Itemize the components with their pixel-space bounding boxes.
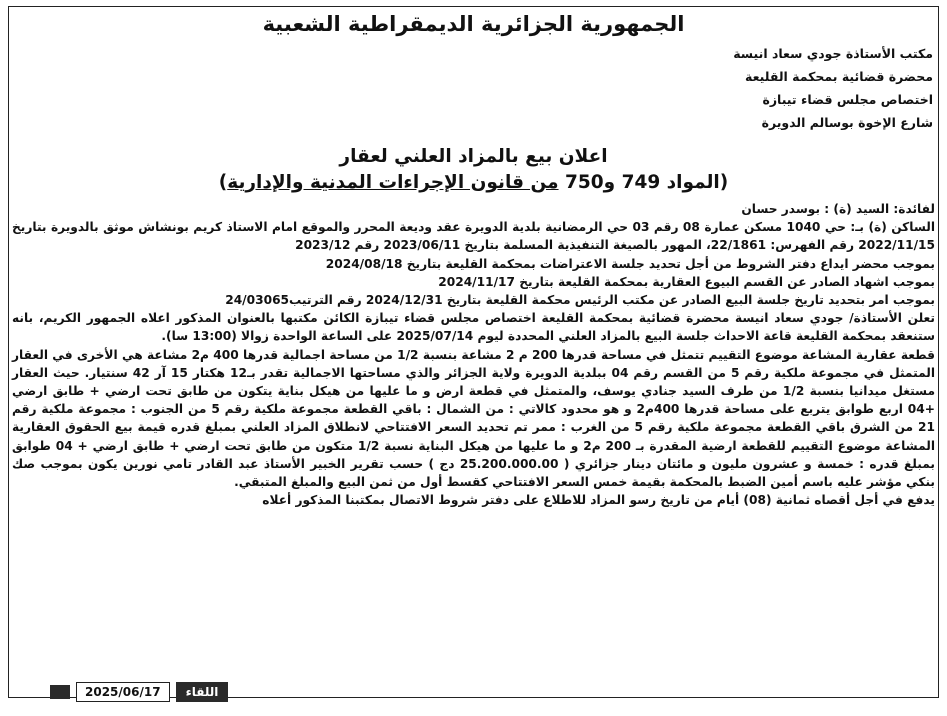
office-title: محضرة قضائية بمحكمة القليعة <box>745 69 933 84</box>
publication-date: 2025/06/17 <box>76 682 170 702</box>
sale-order: بموجب امر بتحديد تاريخ جلسة البيع الصادر عن مكتب الرئيس محكمة القليعة بتاريخ 2024/12/31 رقم الترتيب24/03065 <box>225 293 935 308</box>
newspaper-tag: اللقاء <box>176 682 229 702</box>
beneficiary: لفائدة: السيد (ة) : بوسدر حسان <box>741 202 935 216</box>
footer-strip <box>50 682 228 702</box>
footer-bar <box>50 685 70 699</box>
certificate: بموجب اشهاد الصادر عن القسم البيوع العقارية بمحكمة القليعة بتاريخ 2024/11/17 <box>438 274 935 289</box>
notice-subtitle <box>10 170 937 196</box>
announcement: تعلن الأستاذة/ جودي سعاد انيسة محضرة قضائية بمحكمة القليعة اختصاص مجلس قضاء تيبازة الكائن مكتبها بالعنوان المذكور اعلاه الجمهور الكريم، بانه ستنعقد بمحكمة القليعة قاعة الاحداث جلسة البيع بالمزاد العلني المحددة ليوم 2025/07/14 على الساعة الواحدة زوالا (13:00 سا). <box>12 311 935 344</box>
office-name: مكتب الأستاذة جودي سعاد انيسة <box>733 46 933 61</box>
notice-title: اعلان بيع بالمزاد العلني لعقار <box>339 146 608 167</box>
subtitle-articles: (المواد 749 و750 <box>565 172 729 193</box>
office-jurisdiction: اختصاص مجلس قضاء تيبازة <box>762 92 933 107</box>
deposit-minute: بموجب محضر ايداع دفتر الشروط من أجل تحديد جلسة الاعتراضات بمحكمة القليعة بتاريخ 2024/08/18 <box>325 256 935 271</box>
office-header <box>10 42 937 134</box>
residence-deed: الساكن (ة) بـ: حي 1040 مسكن عمارة 08 رقم 03 حي الرمضانية بلدية الدويرة عقد وديعة المحرر والموقع امام الاستاذ كريم بونشاش موثق بالدويرة بتاريخ 2022/11/15 رقم الفهرس: 22/1861، المهور بالصيغة التنفيذية المسلمة بتاريخ 2023/06/11 رقم 2023/12 <box>12 220 935 253</box>
subtitle-close: ) <box>218 172 228 193</box>
notice-body <box>10 200 937 509</box>
payment-terms: يدفع في أجل أقصاه ثمانية (08) أيام من تاريخ رسو المزاد للاطلاع على دفتر شروط الاتصال بمكتبنا المذكور أعلاه <box>262 493 935 508</box>
republic-heading: الجمهورية الجزائرية الديمقراطية الشعبية <box>262 12 685 36</box>
property-description: قطعة عقارية المشاعة موضوع التقييم تتمثل في مساحة قدرها 200 م 2 مشاعة بنسبة 1/2 من مساحة اجمالية قدرها 400 م2 مشاعة هي الأخرى في العقار المتمثل في مجموعة ملكية رقم 5 من القسم رقم 04 ببلدية الدويرة ولاية الجزائر والذي مساحتها الاجمالية تقدر بـ12 هكتار 15 آر 42 سنتيار. حيث العقار مستغل ميدانيا بنسبة 1/2 من طرف السيد جنادي يوسف، والمتمثل في قطعة ارض و ما عليها من هيكل بناية يتكون من طابق تحت ارضي + طابق ارضي +04 اربع طوابق يتربع على مساحة قدرها 400م2 و هو محدود كالاتي : من الشمال : باقي القطعة مجموعة ملكية رقم 5 من الجنوب : مجموعة ملكية رقم 21 من الشرق باقي القطعة مجموعة ملكية رقم 5 من الغرب : ممر تم تحديد السعر الافتتاحي لانطلاق المزاد العلني بمبلغ قدره قيمة بيع الحقوق العقارية المشاعة موضوع التقييم للقطعة ارضية المقدرة بـ 200 م2 و ما عليها من هيكل البناية نسبة 1/2 متكون من طابق تحت ارضي + طابق ارضي + 04 طوابق بمبلغ قدره : خمسة و عشرون مليون و مائتان دينار جزائري ( 25.200.000.00 دج ) حسب تقرير الخبير الأستاذ عبد القادر تامي نورين يكون بموجب صك بنكي مؤشر عليه باسم أمين الضبط بالمحكمة بقيمة خمس السعر الافتتاحي كقسط أول من ثمن البيع والمبلغ المتبقي. <box>12 347 936 490</box>
subtitle-law: من قانون الإجراءات المدنية والإدارية <box>227 172 559 193</box>
office-address: شارع الإخوة بوسالم الدويرة <box>761 115 933 130</box>
